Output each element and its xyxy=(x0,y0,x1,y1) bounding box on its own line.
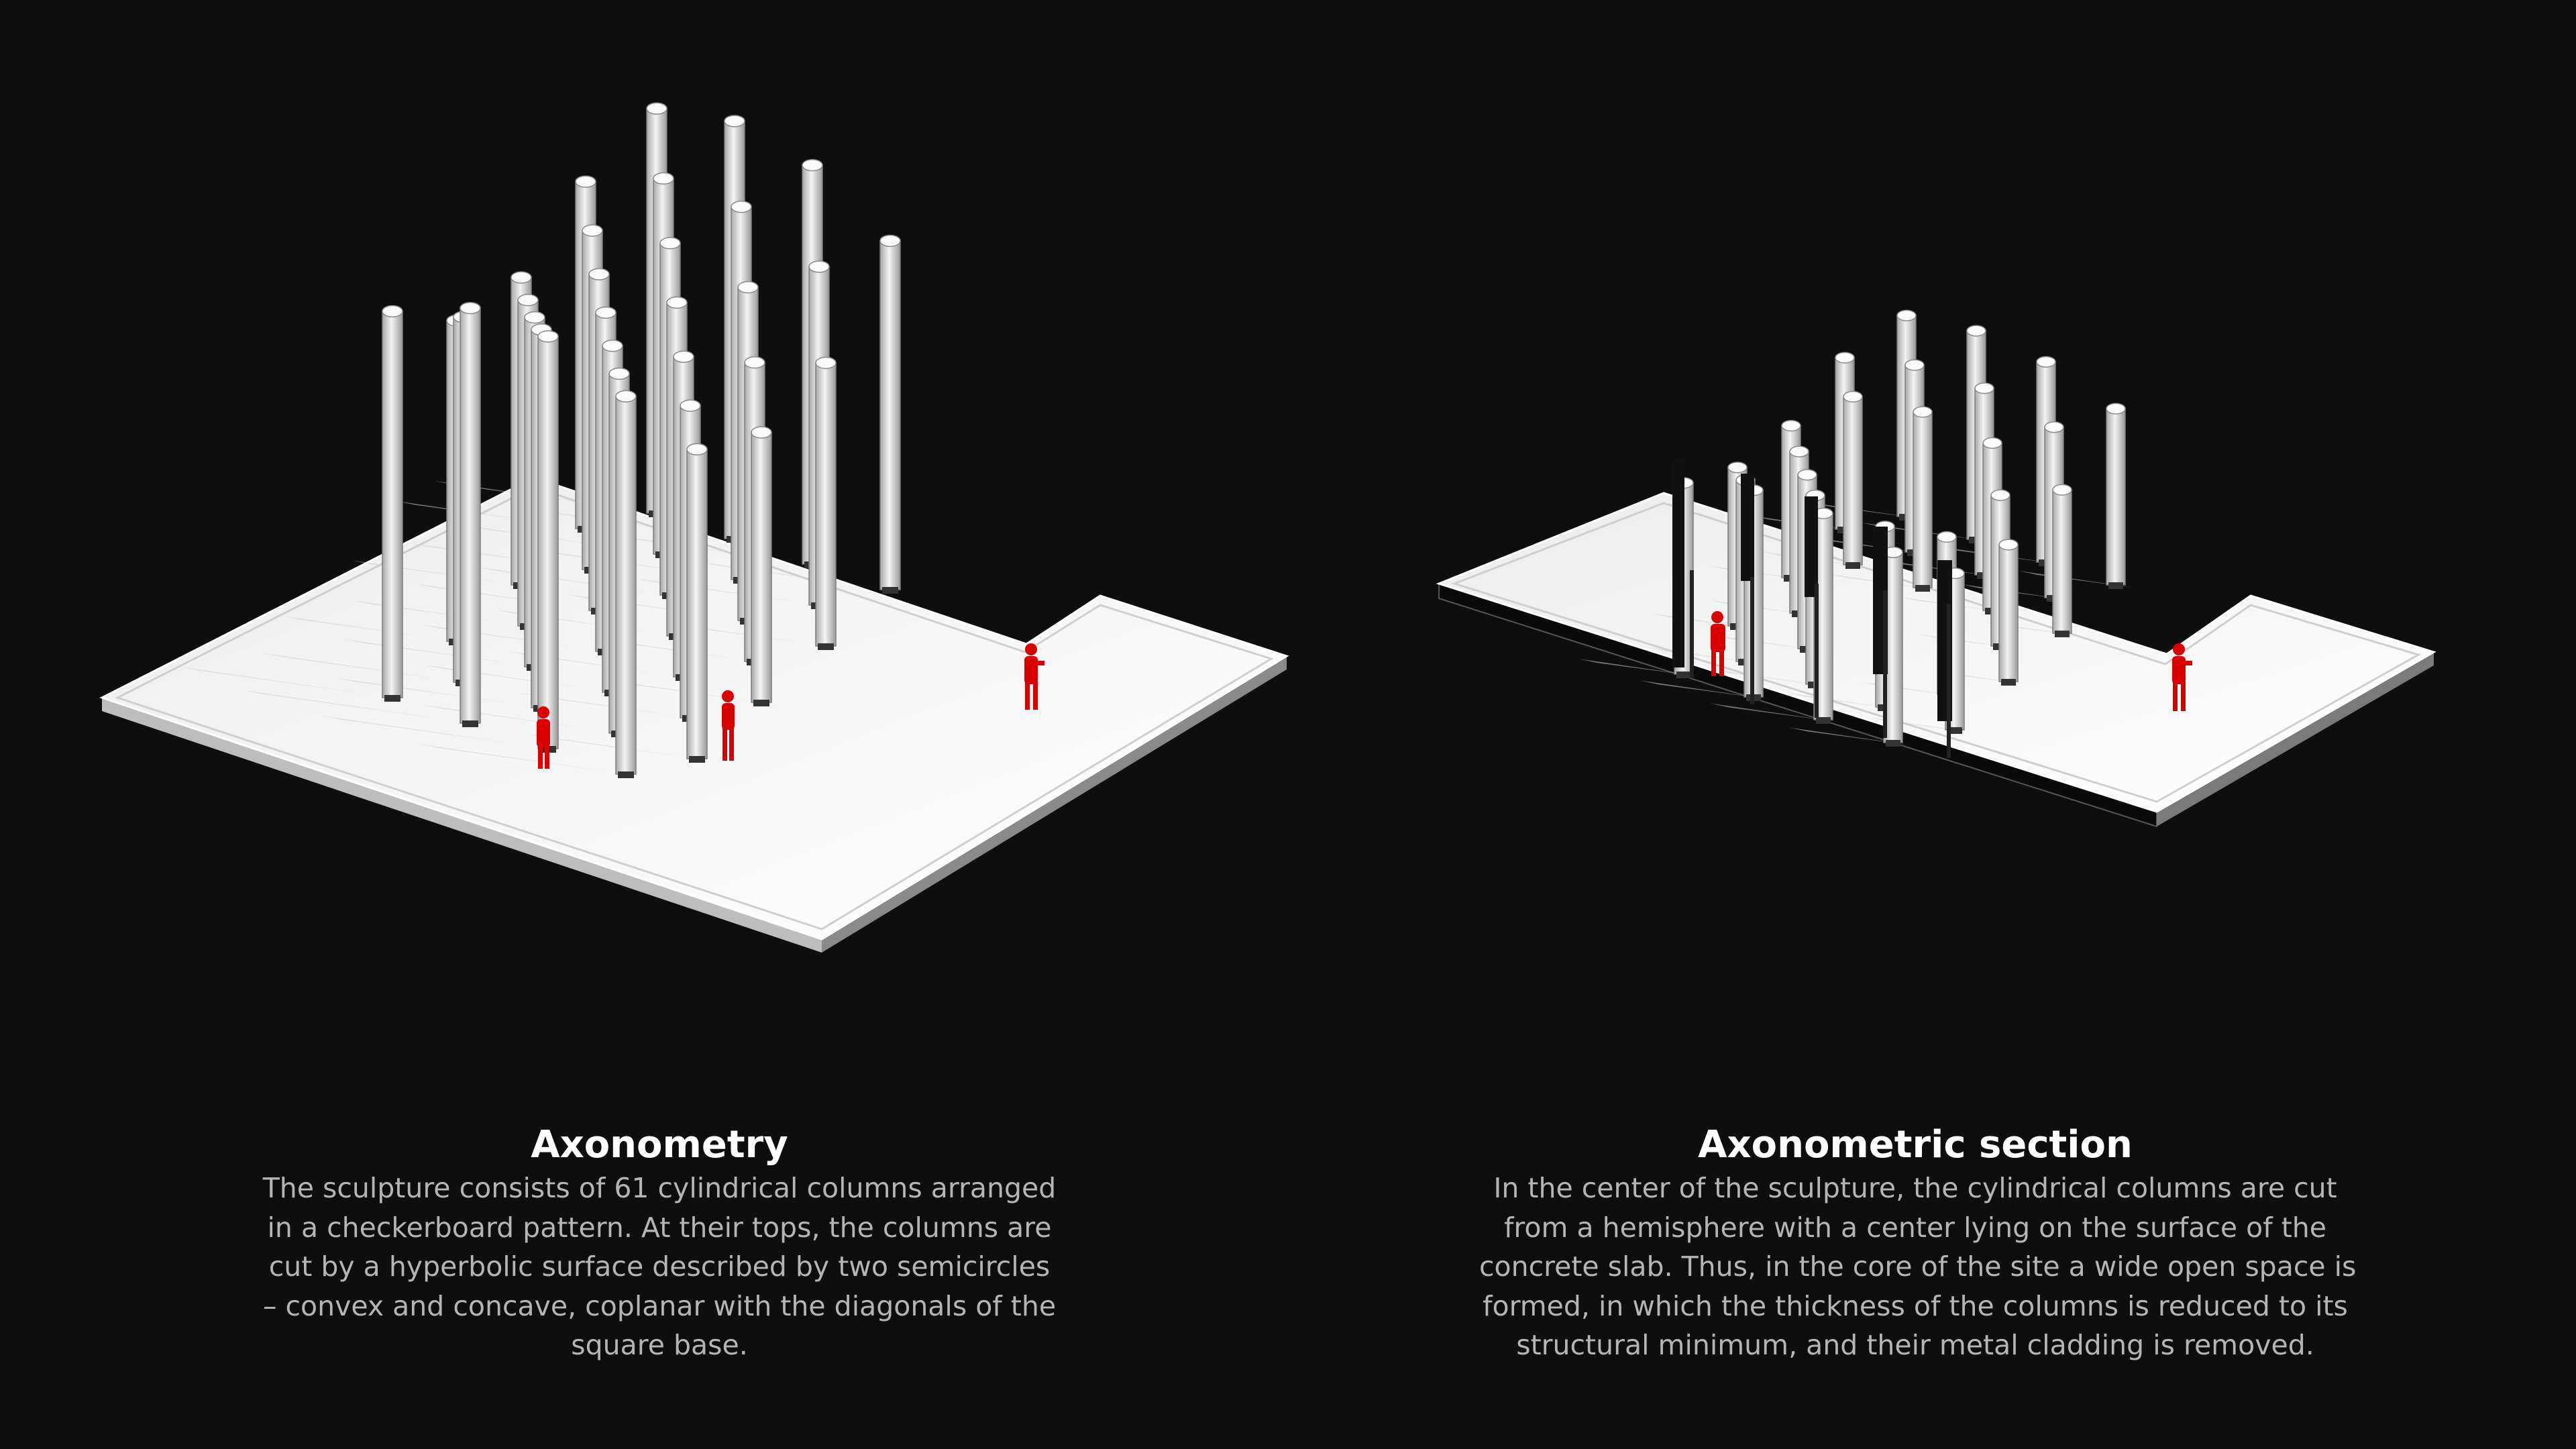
column xyxy=(816,358,836,650)
description-line: in a checkerboard pattern. At their tops, the columns are xyxy=(267,1211,1052,1244)
column xyxy=(1999,539,2018,686)
description-line: square base. xyxy=(571,1329,748,1361)
column xyxy=(751,427,771,706)
description-line: structural minimum, and their metal cladding is removed. xyxy=(1516,1329,2314,1361)
description-line: concrete slab. Thus, in the core of the site a wide open space is xyxy=(1479,1250,2357,1283)
column xyxy=(687,443,707,763)
axonometry-caption xyxy=(223,1122,1095,1365)
axonometry-title: Axonometry xyxy=(531,1123,788,1167)
axonometric-section-description xyxy=(1479,1169,2357,1365)
slab-right xyxy=(1439,493,2434,826)
column xyxy=(2053,484,2072,637)
axonometry-description xyxy=(223,1169,1095,1365)
column xyxy=(616,390,636,778)
axonometry-drawing xyxy=(102,103,1287,953)
description-line: – convex and concave, coplanar with the diagonals of the xyxy=(262,1289,1057,1322)
axonometric-section-drawing xyxy=(1439,311,2434,826)
column xyxy=(1913,407,1932,592)
axonometric-section-title: Axonometric section xyxy=(1698,1123,2133,1167)
description-line: cut by a hyperbolic surface described by two semicircles xyxy=(268,1250,1051,1283)
axonometric-section-caption xyxy=(1479,1122,2357,1365)
column xyxy=(538,331,558,753)
column xyxy=(460,303,480,727)
description-line: The sculpture consists of 61 cylindrical columns arranged xyxy=(262,1172,1057,1204)
column xyxy=(382,306,402,702)
description-line: formed, in which the thickness of the columns is reduced to its xyxy=(1483,1289,2348,1322)
column xyxy=(880,235,900,594)
column xyxy=(2106,403,2125,589)
column xyxy=(1843,392,1862,569)
description-line: from a hemisphere with a center lying on the surface of the xyxy=(1504,1211,2326,1244)
description-line: In the center of the sculpture, the cylindrical columns are cut xyxy=(1493,1172,2337,1204)
